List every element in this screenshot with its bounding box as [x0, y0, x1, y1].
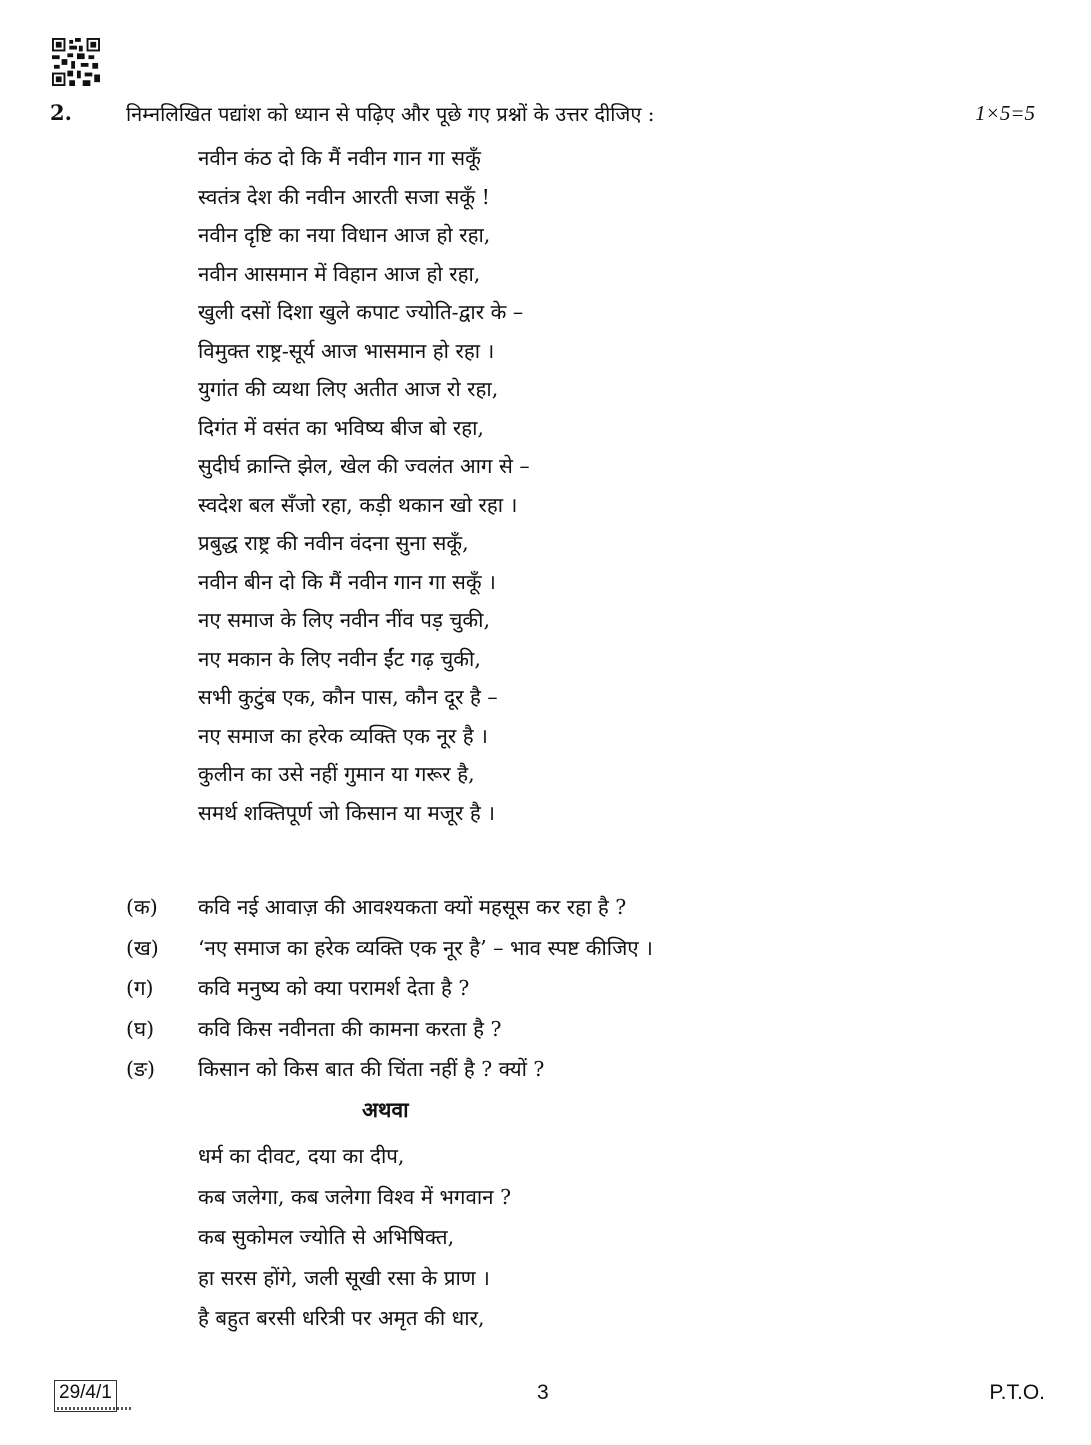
- poem-line: दिगंत में वसंत का भविष्य बीज बो रहा,: [198, 415, 484, 440]
- poem-line: नवीन बीन दो कि मैं नवीन गान गा सकूँ ।: [198, 569, 496, 594]
- sub-question-label: (ख): [126, 935, 159, 960]
- sub-question-text: ‘नए समाज का हरेक व्यक्ति एक नूर है’ – भाव स्पष्ट कीजिए ।: [198, 935, 653, 960]
- poem-line: है बहुत बरसी धरित्री पर अमृत की धार,: [198, 1306, 485, 1330]
- poem-stanza-alternate: [198, 1136, 511, 1339]
- sub-question: [126, 968, 653, 1009]
- poem-line: खुली दसों दिशा खुले कपाट ज्योति-द्वार के –: [198, 300, 524, 324]
- poem-line: नवीन आसमान में विहान आज हो रहा,: [198, 261, 481, 286]
- poem-line: सभी कुटुंब एक, कौन पास, कौन दूर है –: [198, 685, 498, 709]
- poem-line: प्रबुद्ध राष्ट्र की नवीन वंदना सुना सकूँ,: [198, 531, 469, 555]
- sub-question: [126, 1049, 653, 1090]
- please-turn-over: P.T.O.: [989, 1381, 1045, 1404]
- sub-question-label: (क): [126, 895, 158, 919]
- poem-line: हा सरस होंगे, जली सूखी रसा के प्राण ।: [198, 1265, 490, 1290]
- poem-line: विमुक्त राष्ट्र-सूर्य आज भासमान हो रहा ।: [198, 338, 495, 363]
- poem-line: कुलीन का उसे नहीं गुमान या गरूर है,: [198, 762, 475, 786]
- sub-question-label: (ग): [126, 976, 154, 1000]
- sub-question: [126, 887, 653, 928]
- poem-line: नए समाज के लिए नवीन नींव पड़ चुकी,: [198, 608, 491, 632]
- poem-line: समर्थ शक्तिपूर्ण जो किसान या मजूर है ।: [198, 800, 496, 825]
- poem-line: नवीन कंठ दो कि मैं नवीन गान गा सकूँ: [198, 146, 481, 170]
- qr-code-icon: [52, 38, 100, 86]
- poem-line: नवीन दृष्टि का नया विधान आज हो रहा,: [198, 223, 491, 247]
- sub-question-text: कवि मनुष्य को क्या परामर्श देता है ?: [198, 976, 470, 1000]
- sub-question: [126, 928, 653, 969]
- poem-line: सुदीर्घ क्रान्ति झेल, खेल की ज्वलंत आग से –: [198, 454, 530, 478]
- paper-code: [54, 1380, 117, 1412]
- sub-question: [126, 1009, 653, 1050]
- sub-question-text: किसान को किस बात की चिंता नहीं है ? क्यों ?: [198, 1057, 545, 1081]
- poem-stanza-main: [198, 139, 530, 832]
- poem-line: नए समाज का हरेक व्यक्ति एक नूर है ।: [198, 723, 488, 748]
- sub-question-list: [126, 887, 653, 1090]
- page-number: 3: [537, 1381, 549, 1404]
- marks-allocation: 1×5=5: [975, 101, 1035, 125]
- or-heading: अथवा: [362, 1097, 409, 1122]
- poem-line: युगांत की व्यथा लिए अतीत आज रो रहा,: [198, 377, 499, 401]
- poem-line: धर्म का दीवट, दया का दीप,: [198, 1144, 405, 1168]
- paper-code-text: 29/4/1: [59, 1382, 112, 1403]
- microtext-strip: [57, 1407, 131, 1410]
- sub-question-text: कवि नई आवाज़ की आवश्यकता क्यों महसूस कर रहा है ?: [198, 895, 627, 919]
- poem-line: कब जलेगा, कब जलेगा विश्व में भगवान ?: [198, 1184, 512, 1209]
- poem-line: कब सुकोमल ज्योति से अभिषिक्त,: [198, 1225, 455, 1249]
- sub-question-label: (ङ): [126, 1057, 156, 1081]
- question-number: 2.: [50, 100, 72, 125]
- question-instruction: निम्नलिखित पद्यांश को ध्यान से पढ़िए और पूछे गए प्रश्नों के उत्तर दीजिए :: [126, 102, 655, 126]
- sub-question-label: (घ): [126, 1016, 155, 1041]
- sub-question-text: कवि किस नवीनता की कामना करता है ?: [198, 1016, 502, 1041]
- poem-line: स्वतंत्र देश की नवीन आरती सजा सकूँ !: [198, 184, 490, 209]
- poem-line: स्वदेश बल सँजो रहा, कड़ी थकान खो रहा ।: [198, 492, 518, 517]
- poem-line: नए मकान के लिए नवीन ईंट गढ़ चुकी,: [198, 646, 481, 671]
